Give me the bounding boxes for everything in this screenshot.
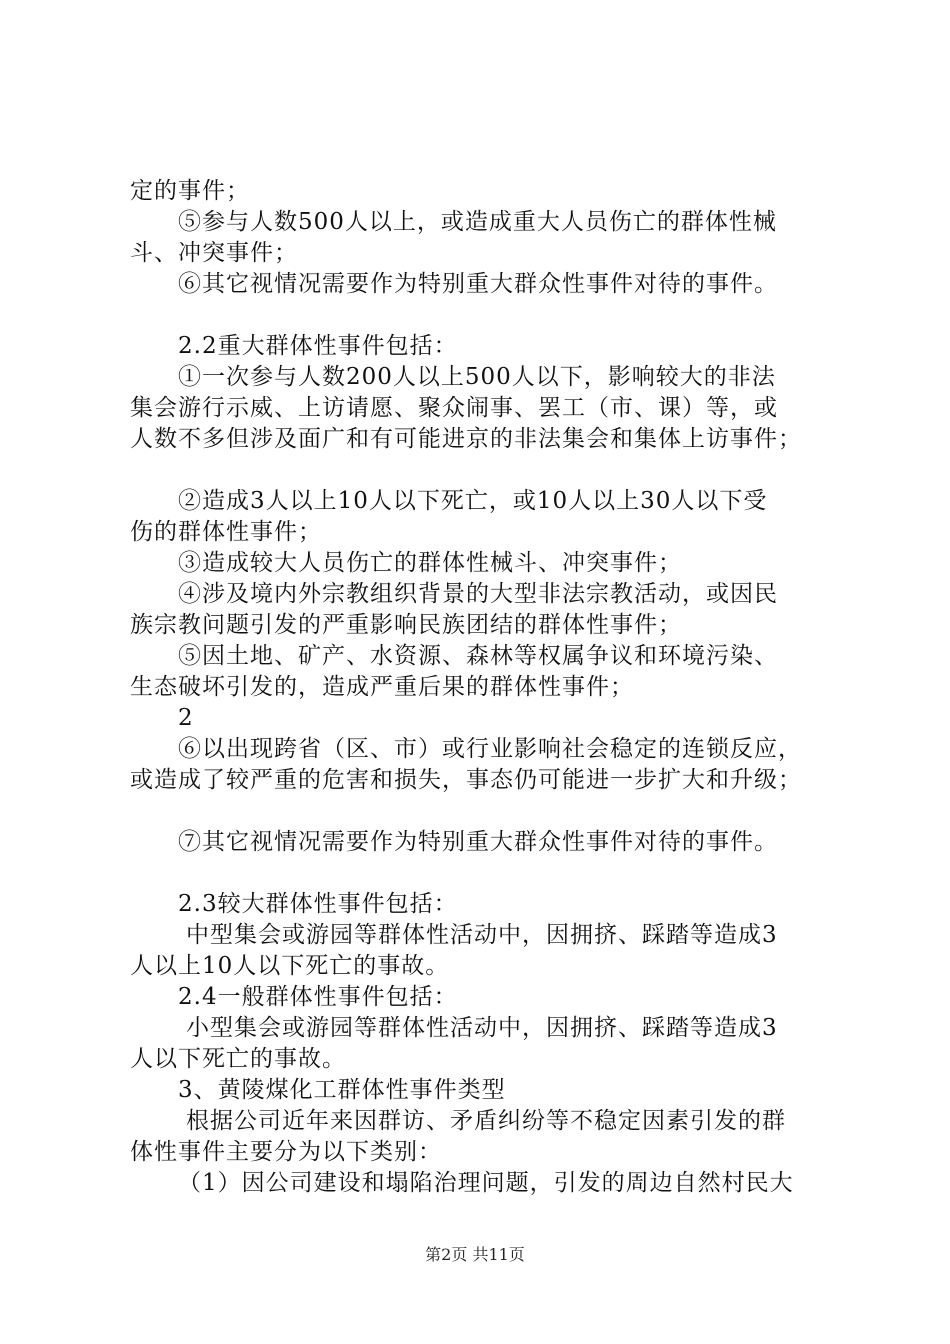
text-line: 根据公司近年来因群访、矛盾纠纷等不稳定因素引发的群: [186, 1108, 786, 1134]
text-line: 生态破坏引发的，造成严重后果的群体性事件；: [130, 674, 634, 700]
text-line: 定的事件；: [130, 178, 250, 204]
section-heading: 3、黄陵煤化工群体性事件类型: [178, 1077, 506, 1103]
text-line: ⑤参与人数500人以上，或造成重大人员伤亡的群体性械: [178, 209, 777, 235]
text-line: 人数不多但涉及面广和有可能进京的非法集会和集体上访事件；: [130, 426, 802, 452]
text-line: 体性事件主要分为以下类别：: [130, 1139, 442, 1165]
section-heading: 2.4一般群体性事件包括：: [178, 984, 458, 1010]
inline-page-number: 2: [178, 705, 194, 731]
text-line: ④涉及境内外宗教组织背景的大型非法宗教活动，或因民: [178, 581, 778, 607]
text-line: 或造成了较严重的危害和损失，事态仍可能进一步扩大和升级；: [130, 767, 802, 793]
text-line: 人以下死亡的事故。: [130, 1046, 346, 1072]
text-line: 小型集会或游园等群体性活动中，因拥挤、踩踏等造成3: [186, 1015, 778, 1041]
text-line: 人以上10人以下死亡的事故。: [130, 953, 450, 979]
text-line: 中型集会或游园等群体性活动中，因拥挤、踩踏等造成3: [186, 922, 778, 948]
text-line: ①一次参与人数200人以上500人以下，影响较大的非法: [178, 364, 776, 390]
text-line: 伤的群体性事件；: [130, 519, 322, 545]
text-line: ⑥以出现跨省（区、市）或行业影响社会稳定的连锁反应，: [178, 736, 802, 762]
text-line: 集会游行示威、上访请愿、聚众闹事、罢工（市、课）等，或: [130, 395, 778, 421]
section-heading: 2.2重大群体性事件包括：: [178, 333, 458, 359]
text-line: ③造成较大人员伤亡的群体性械斗、冲突事件；: [178, 550, 682, 576]
text-line: （1）因公司建设和塌陷治理问题，引发的周边自然村民大: [178, 1170, 794, 1196]
text-line: ⑦其它视情况需要作为特别重大群众性事件对待的事件。: [178, 829, 778, 855]
text-line: ⑤因土地、矿产、水资源、森林等权属争议和环境污染、: [178, 643, 778, 669]
text-line: ⑥其它视情况需要作为特别重大群众性事件对待的事件。: [178, 271, 778, 297]
text-line: ②造成3人以上10人以下死亡，或10人以上30人以下受: [178, 488, 768, 514]
text-line: 族宗教问题引发的严重影响民族团结的群体性事件；: [130, 612, 682, 638]
page-footer: 第2页 共11页: [425, 1245, 525, 1264]
text-line: 斗、冲突事件；: [130, 240, 298, 266]
section-heading: 2.3较大群体性事件包括：: [178, 891, 458, 917]
